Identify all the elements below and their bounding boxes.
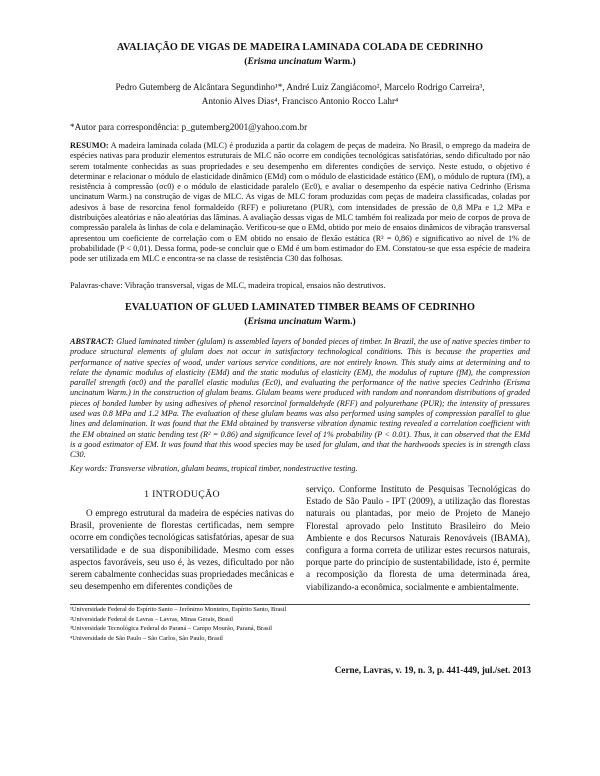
english-subtitle: (Erisma uncinatum Warm.) xyxy=(244,316,356,327)
key-words: Key words: Transverse vibration, glulam beams, tropical timber, nondestructive testing. xyxy=(70,464,358,473)
authors-line-2: Antonio Alves Dias⁴, Francisco Antonio Rocco Lahr⁴ xyxy=(201,96,399,106)
authors-line-1: Pedro Gutemberg de Alcântara Segundinho¹*, André Luiz Zangiácomo², Marcelo Rodrigo Carreira³, xyxy=(115,82,485,92)
journal-reference: Cerne, Lavras, v. 19, n. 3, p. 441-449, jul./set. 2013 xyxy=(334,665,531,675)
resumo-text: A madeira laminada colada (MLC) é produzida a partir da colagem de peças de madeira. No Brasil, o emprego da madeira de espécies nativas para produzir elementos estruturais de MLC não ocorre em condições tecnológicas satisfatórias, sendo dificultado por não serem totalmente conhecidas as suas propriedades e seu desempenho em diferentes condições de serviço. Neste estudo, o objetivo é determinar e relacionar o módulo de elasticidade dinâmico (EMd) com o módulo de elasticidade estático (EM), o módulo de ruptura (fM), a resistência à compressão (σc0) e o módulo de elasticidade paralelo (Ec0), e avaliar o desempenho da espécie nativa Cedrinho (Erisma uncinatum Warm.) na construção de vigas de MLC. As vigas de MLC foram produzidas com peças de madeira classificadas, coladas por adesivos à base de resorcina fenol formaldeído (RFF) e poliuretano (PUR), com intensidades de pressão de 0,8 MPa e 1,2 MPa e distribuições aleatórias e não aleatórias das lâminas. A avaliação dessas vigas de MLC também foi realizada por meio de corpos de prova de compressão paralela às linhas de cola e delaminação. Verificou-se que o EMd, obtido por meio de ensaios dinâmicos de vibração transversal apresentou um coeficiente de correlação com o EM obtido no ensaio de flexão estática (R² = 0,86) e significativo ao nível de 1% de probabilidade (P < 0,01). Dessa forma, pode-se concluir que o EMd é um bom estimador do EM. Constatou-se que essa espécie de madeira pode ser utilizada em MLC e encontra-se na classe de resistência C30 das folhosas. xyxy=(70,141,530,264)
footnotes xyxy=(70,605,530,643)
species-name: Erisma uncinatum xyxy=(247,56,322,67)
palavras-chave: Palavras-chave: Vibração transversal, vigas de MLC, madeira tropical, ensaios não destrutivos. xyxy=(70,281,386,290)
intro-column-1: O emprego estrutural da madeira de espécies nativas do Brasil, proveniente de florestas certificadas, nem sempre ocorre em condições tecnológicas satisfatórias, apesar de sua versatilidade e de sua disponibilidade. Mesmo com esses aspectos favoráveis, seu uso é, às vezes, dificultado por não serem cabalmente conhecidas suas propriedades mecânicas e seu desempenho em diferentes condições de xyxy=(70,508,294,592)
abstract-text: Glued laminated timber (glulam) is assembled layers of bonded pieces of timber. In Brazil, the use of native species timber to produce structural elements of glulam does not occur in satisfactory technological conditions. This is because the properties and performance of native species of wood, under various service conditions, are not entirely known. This study aims at determining and to relate the dynamic modulus of elasticity (EMd) and the static modulus of elasticity (EM), the modulus of rupture (fM), the compression parallel strength (σc0) and the parallel elastic modulus (Ec0), and evaluating the performance of the native species Cedrinho (Erisma uncinatum Warm.) in the construction of glulam beams. Glulam beams were produced with random and nonrandom distributions of graded pieces of bonded lumber by using adhesives of phenol resorcinol formaldehyde (RFF) and polyurethane (PUR); the intensity of pressures used was 0.8 MPa and 1.2 MPa. The evaluation of these glulam beams was also performed using samples of compression parallel to glue lines and delamination. It was found that the EMd obtained by transverse vibration dynamic testing revealed a correlation coefficient with the EM obtained on static bending test (R² = 0.86) and significance level of 1% probability (P < 0.01). Thus, it can observed that the EMd is a good estimator of EM. It was found that this wood species may be used for glulam, and that the hardwoods species is in strength class C30. xyxy=(70,337,531,460)
page-subtitle: (Erisma uncinatum Warm.) xyxy=(244,56,356,67)
abstract-label: ABSTRACT: xyxy=(70,337,114,346)
intro-column-2: serviço. Conforme Instituto de Pesquisas Tecnológicas do Estado de São Paulo - IPT (2009), a utilização das florestas naturais ou plantadas, por meio de Projeto de Manejo Florestal aprovado pelo Instituto Brasileiro do Meio Ambiente e dos Recursos Naturais Renováveis (IBAMA), configura a forma correta de utilizar estes recursos naturais, porque parte do princípio de sustentabilidade, isto é, permite a recomposição da floresta de uma determinada área, viabilizando-a econômica, socialmente e ambientalmente. xyxy=(306,484,530,592)
english-subtitle-author: Warm.) xyxy=(321,316,356,327)
intro-heading: 1 INTRODUÇÃO xyxy=(144,489,220,500)
subtitle-author: Warm.) xyxy=(321,56,356,67)
footnote-3: ³Universidade Tecnológica Federal do Paraná – Campo Mourão, Paraná, Brasil xyxy=(70,625,273,633)
footnote-2: ²Universidade Federal de Lavras – Lavras, Minas Gerais, Brasil xyxy=(70,615,234,623)
abstract-block xyxy=(70,337,530,461)
footnote-4: ⁴Universidade de São Paulo – São Carlos, São Paulo, Brasil xyxy=(70,634,223,642)
english-title: EVALUATION OF GLUED LAMINATED TIMBER BEAMS OF CEDRINHO xyxy=(124,302,476,313)
resumo-block xyxy=(70,141,530,265)
page-title: AVALIAÇÃO DE VIGAS DE MADEIRA LAMINADA COLADA DE CEDRINHO xyxy=(116,42,484,53)
correspondence-note: *Autor para correspondência: p_gutemberg2001@yahoo.com.br xyxy=(70,122,308,132)
footnote-1: ¹Universidade Federal do Espírito Santo – Jerônimo Monteiro, Espírito Santo, Brasil xyxy=(70,606,287,613)
resumo-label: RESUMO: xyxy=(70,141,109,150)
english-species-name: Erisma uncinatum xyxy=(247,316,322,327)
